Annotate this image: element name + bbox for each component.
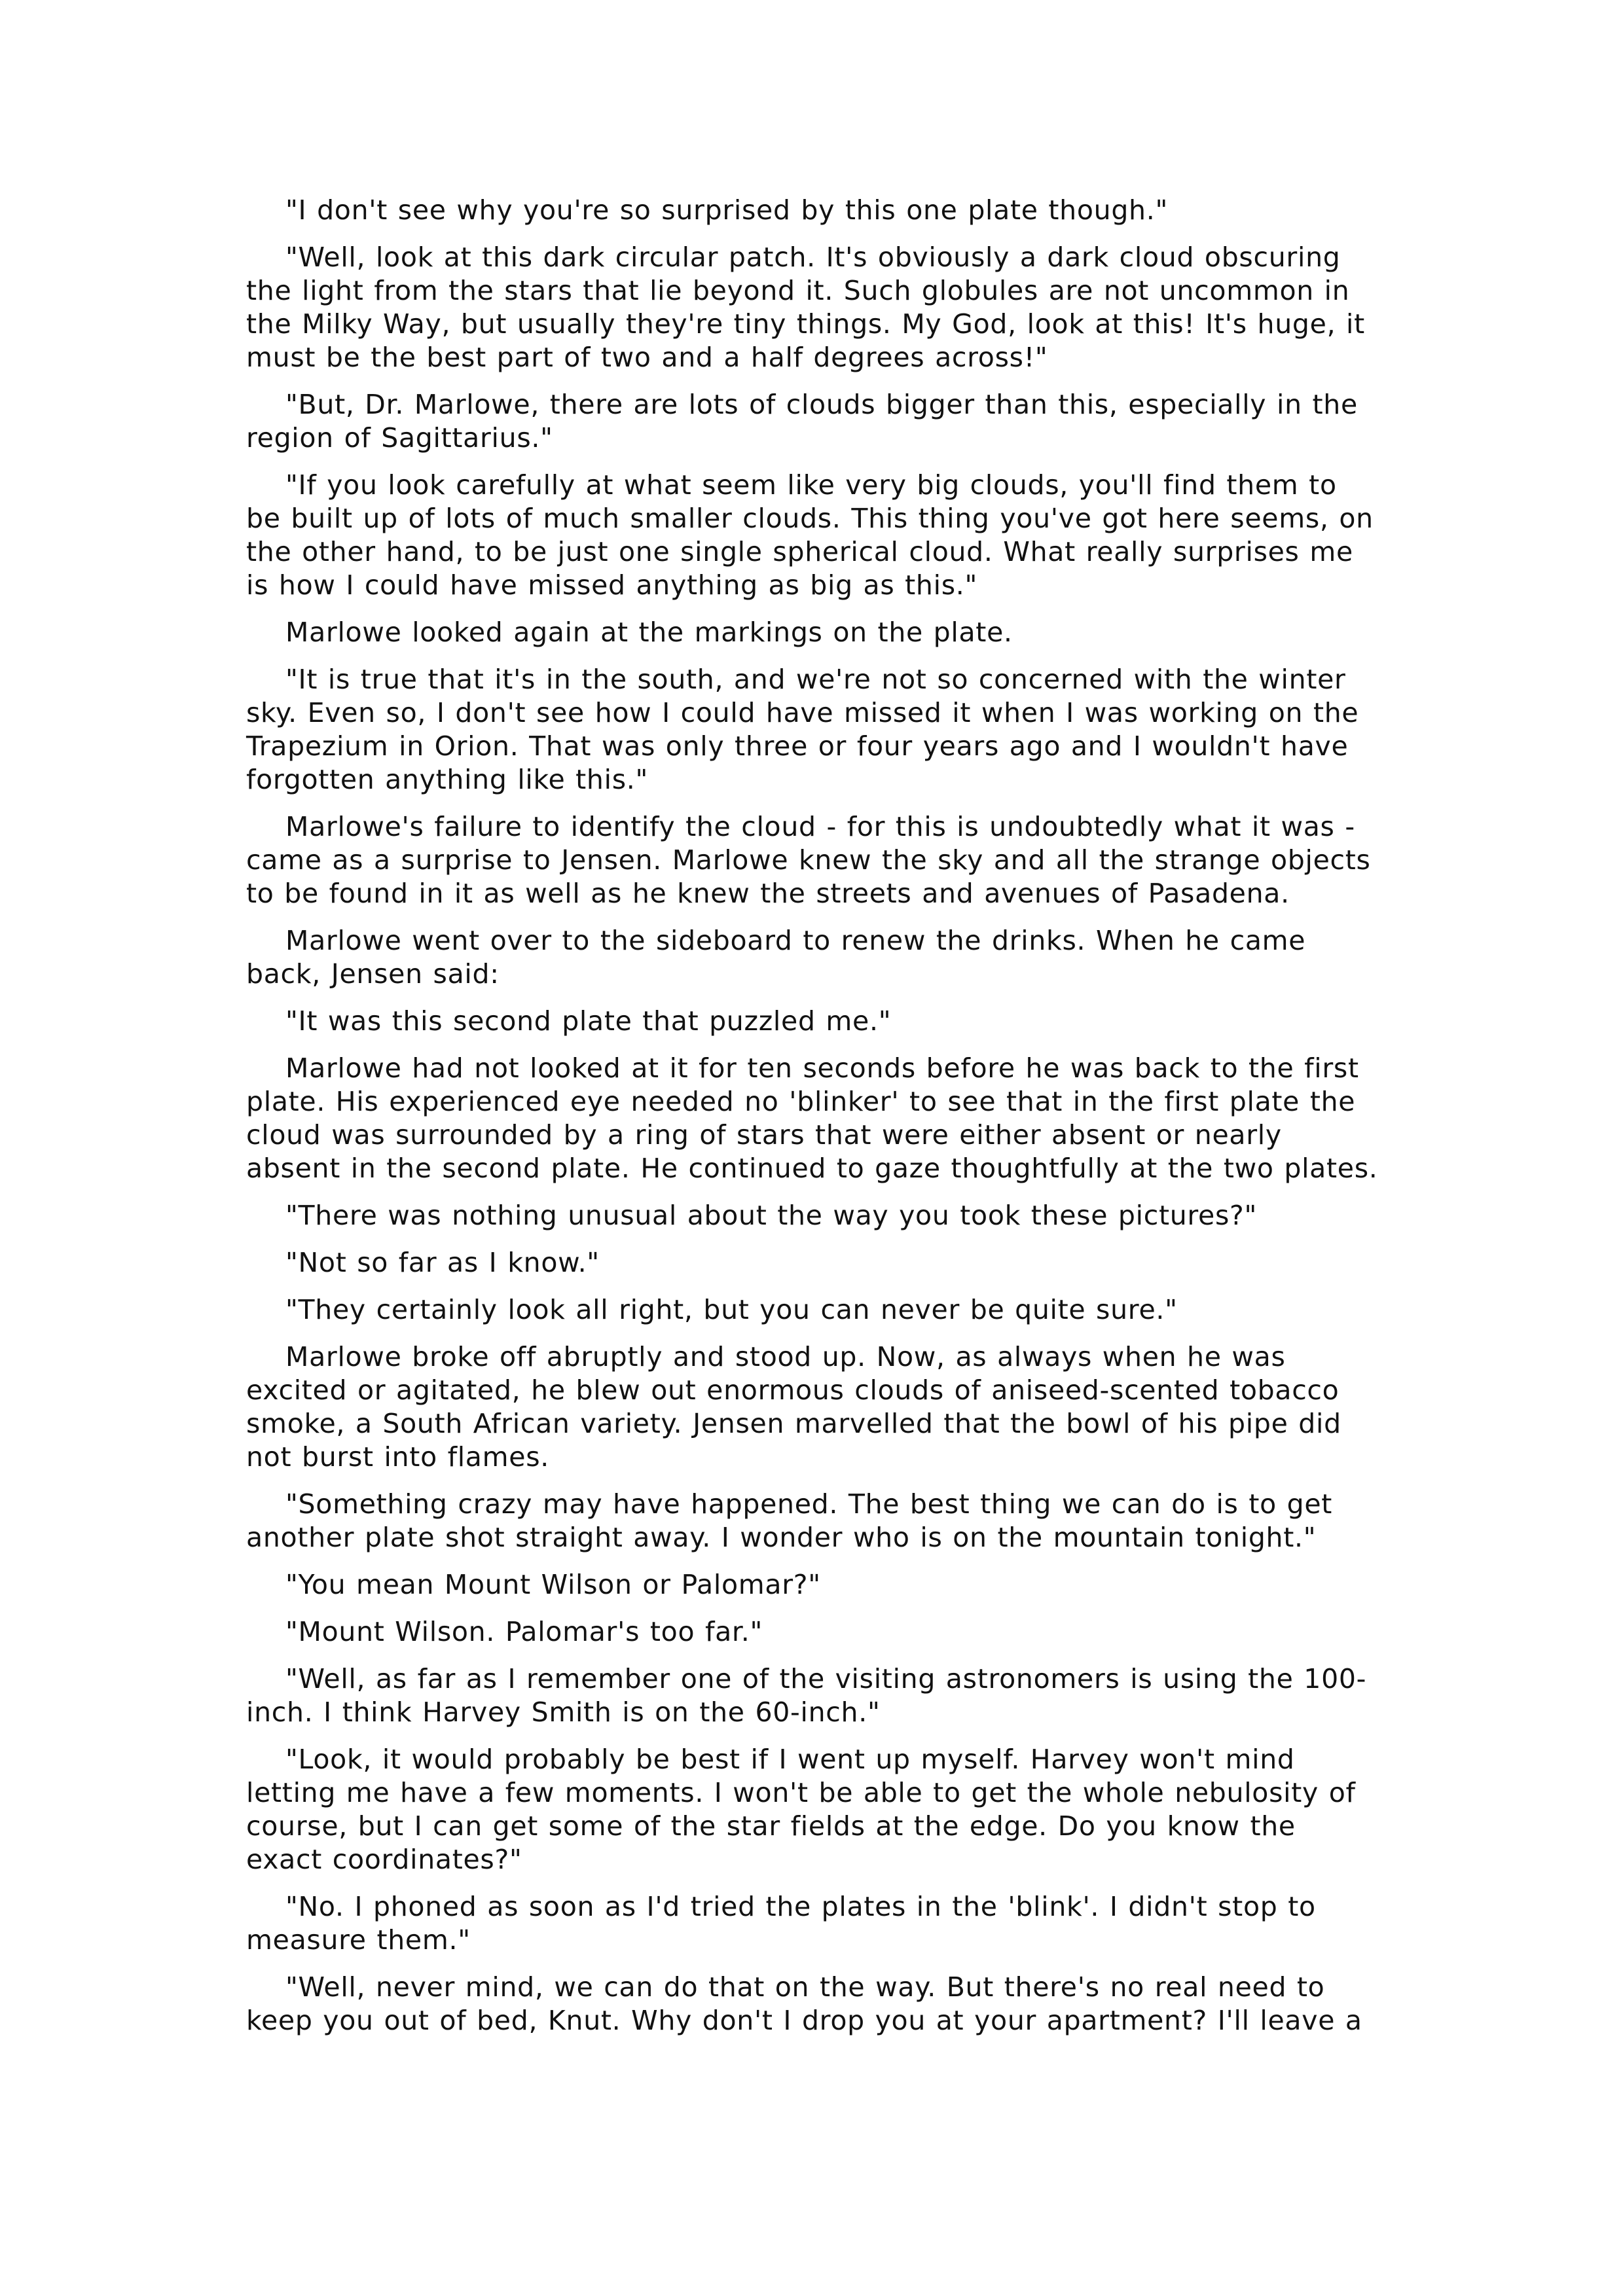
paragraph-1: "I don't see why you're so surprised by this one plate though."	[285, 194, 1169, 226]
paragraph-16: "You mean Mount Wilson or Palomar?"	[285, 1569, 821, 1600]
paragraph-6: "It is true that it's in the south, and we're not so concerned with the winter sky. Even so, I don't see how I could have missed it when I was working on the Trapezium in Orion. That was only three or four years ago and I wouldn't have forgotten anything like this."	[246, 664, 1359, 795]
document-page	[246, 194, 1380, 2051]
paragraph-3: "But, Dr. Marlowe, there are lots of clouds bigger than this, especially in the region of Sagittarius."	[246, 389, 1358, 454]
paragraph-10: Marlowe had not looked at it for ten seconds before he was back to the first plate. His experienced eye needed no 'blinker' to see that in the first plate the cloud was surrounded by a ring of stars that were either absent or nearly absent in the second plate. He continued to gaze thoughtfully at the two plates.	[246, 1052, 1378, 1184]
paragraph-21: "Well, never mind, we can do that on the way. But there's no real need to keep you out of bed, Knut. Why don't I drop you at your apartment? I'll leave a	[246, 1971, 1362, 2036]
paragraph-11: "There was nothing unusual about the way you took these pictures?"	[285, 1200, 1258, 1231]
paragraph-2: "Well, look at this dark circular patch. It's obviously a dark cloud obscuring the light from the stars that lie beyond it. Such globules are not uncommon in the Milky Way, but usually they're tiny things. My God, look at this! It's huge, it must be the best part of two and a half degrees across!"	[246, 242, 1365, 373]
paragraph-12: "Not so far as I know."	[285, 1247, 600, 1278]
paragraph-13: "They certainly look all right, but you can never be quite sure."	[285, 1294, 1178, 1325]
paragraph-17: "Mount Wilson. Palomar's too far."	[285, 1616, 763, 1647]
paragraph-18: "Well, as far as I remember one of the visiting astronomers is using the 100-inch. I think Harvey Smith is on the 60-inch."	[246, 1663, 1367, 1728]
paragraph-5: Marlowe looked again at the markings on the plate.	[285, 617, 1013, 648]
paragraph-20: "No. I phoned as soon as I'd tried the plates in the 'blink'. I didn't stop to measure them."	[246, 1891, 1316, 1956]
paragraph-14: Marlowe broke off abruptly and stood up. Now, as always when he was excited or agitated, he blew out enormous clouds of aniseed-scented tobacco smoke, a South African variety. Jensen marvelled that the bowl of his pipe did not burst into flames.	[246, 1341, 1341, 1473]
paragraph-7: Marlowe's failure to identify the cloud - for this is undoubtedly what it was - came as a surprise to Jensen. Marlowe knew the sky and all the strange objects to be found in it as well as he knew the streets and avenues of Pasadena.	[246, 811, 1371, 909]
paragraph-9: "It was this second plate that puzzled me."	[285, 1005, 892, 1037]
paragraph-15: "Something crazy may have happened. The best thing we can do is to get another plate shot straight away. I wonder who is on the mountain tonight."	[246, 1488, 1333, 1553]
paragraph-4: "If you look carefully at what seem like very big clouds, you'll find them to be built up of lots of much smaller clouds. This thing you've got here seems, on the other hand, to be just one single spherical cloud. What really surprises me is how I could have missed anything as big as this."	[246, 469, 1374, 601]
paragraph-19: "Look, it would probably be best if I went up myself. Harvey won't mind letting me have a few moments. I won't be able to get the whole nebulosity of course, but I can get some of the star fields at the edge. Do you know the exact coordinates?"	[246, 1744, 1356, 1875]
paragraph-8: Marlowe went over to the sideboard to renew the drinks. When he came back, Jensen said:	[246, 925, 1306, 990]
